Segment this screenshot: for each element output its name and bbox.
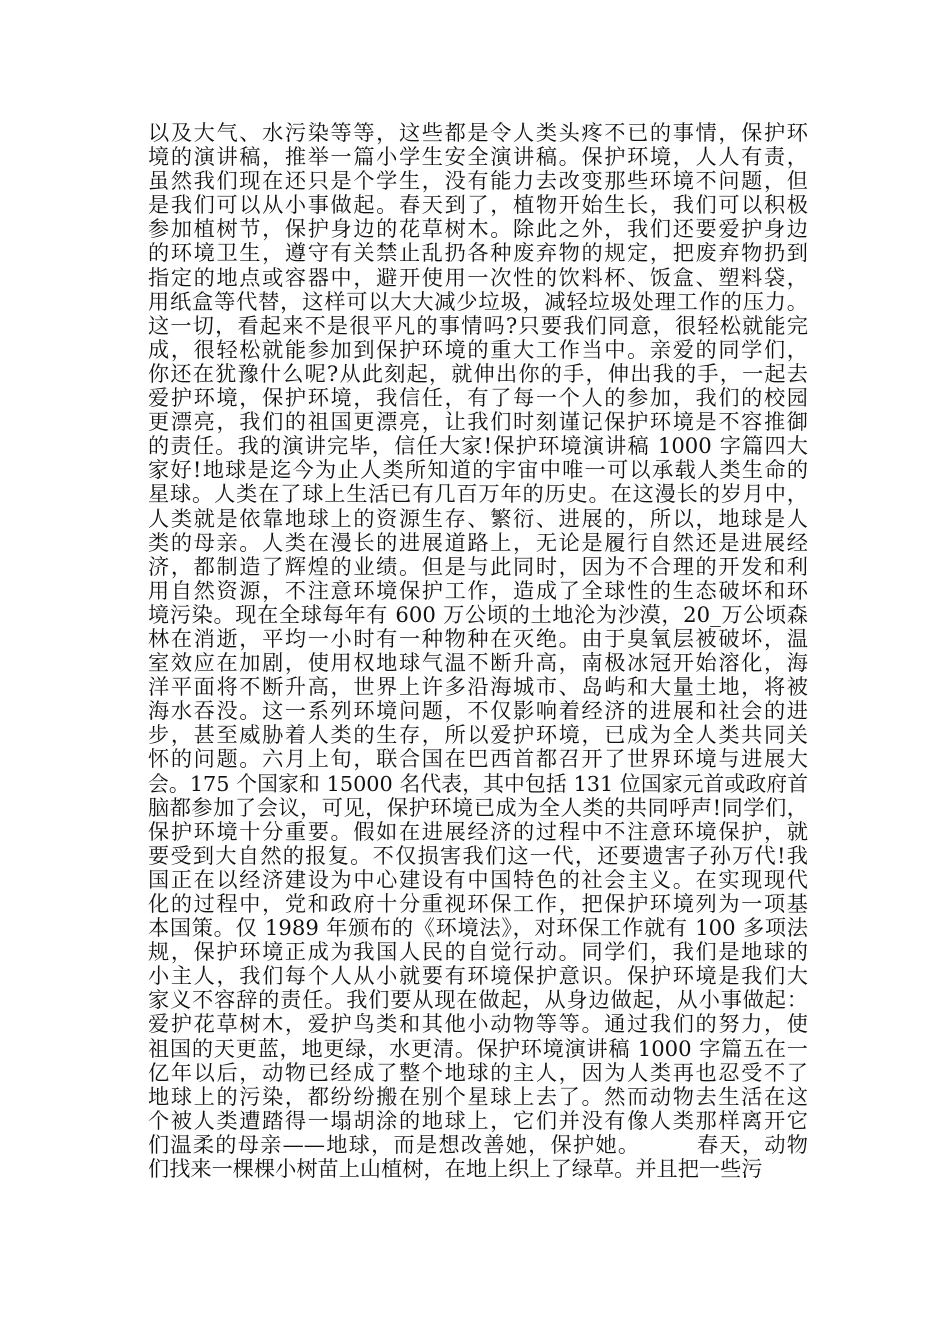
text-line: 室效应在加剧，使用权地球气温不断升高，南极冰冠开始溶化，海 <box>148 650 808 676</box>
text-line: 们找来一棵棵小树苗上山植树，在地上织上了绿草。并且把一些污 <box>148 1156 763 1182</box>
text-line: 家好!地球是迄今为止人类所知道的宇宙中唯一可以承载人类生命的 <box>148 457 808 483</box>
text-line: 境污染。现在全球每年有 600 万公顷的土地沦为沙漠，20_万公顷森 <box>148 601 808 627</box>
text-line: 虽然我们现在还只是个学生，没有能力去改变那些环境不问题，但 <box>148 168 808 194</box>
text-line: 人类就是依靠地球上的资源生存、繁衍、进展的，所以，地球是人 <box>148 505 808 531</box>
text-line: 洋平面将不断升高，世界上许多沿海城市、岛屿和大量土地，将被 <box>148 674 808 700</box>
text-line: 的环境卫生，遵守有关禁止乱扔各种废弃物的规定，把废弃物扔到 <box>148 240 808 266</box>
text-line: 的责任。我的演讲完毕，信任大家!保护环境演讲稿 1000 字篇四大 <box>148 433 808 459</box>
text-line: 要受到大自然的报复。不仅损害我们这一代，还要遗害子孙万代!我 <box>148 842 808 868</box>
text-line: 济，都制造了辉煌的业绩。但是与此同时，因为不合理的开发和利 <box>148 553 808 579</box>
text-line: 小主人，我们每个人从小就要有环境保护意识。保护环境是我们大 <box>148 963 808 989</box>
text-line: 国正在以经济建设为中心建设有中国特色的社会主义。在实现现代 <box>148 866 808 892</box>
text-line: 林在消逝，平均一小时有一种物种在灭绝。由于臭氧层被破坏，温 <box>148 625 808 651</box>
text-line: 规，保护环境正成为我国人民的自觉行动。同学们，我们是地球的 <box>148 939 808 965</box>
text-line: 家义不容辞的责任。我们要从现在做起，从身边做起，从小事做起： <box>148 987 808 1013</box>
text-line: 海水吞没。这一系列环境问题，不仅影响着经济的进展和社会的进 <box>148 698 808 724</box>
text-line: 本国策。仅 1989 年颁布的《环境法》，对环保工作就有 100 多项法 <box>148 915 808 941</box>
text-line: 用自然资源，不注意环境保护工作，造成了全球性的生态破坏和环 <box>148 577 808 603</box>
text-line: 个被人类遭踏得一塌胡涂的地球上，它们并没有像人类那样离开它 <box>148 1107 808 1133</box>
text-line: 地球上的污染，都纷纷搬在别个星球上去了。然而动物去生活在这 <box>148 1083 808 1109</box>
text-line: 会。175 个国家和 15000 名代表，其中包括 131 位国家元首或政府首 <box>148 771 808 796</box>
text-line: 以及大气、水污染等等，这些都是令人类头疼不已的事情，保护环 <box>148 120 808 145</box>
text-line: 祖国的天更蓝，地更绿，水更清。保护环境演讲稿 1000 字篇五在一 <box>148 1035 808 1061</box>
text-line: 这一切，看起来不是很平凡的事情吗?只要我们同意，很轻松就能完 <box>148 312 808 338</box>
text-line: 你还在犹豫什么呢?从此刻起，就伸出你的手，伸出我的手，一起去 <box>148 360 808 386</box>
text-line: 脑都参加了会议，可见，保护环境已成为全人类的共同呼声!同学们， <box>148 794 808 820</box>
text-line: 境的演讲稿，推举一篇小学生安全演讲稿。保护环境，人人有责， <box>148 144 808 170</box>
text-line: 用纸盒等代替，这样可以大大减少垃圾，减轻垃圾处理工作的压力。 <box>148 288 808 314</box>
text-line: 成，很轻松就能参加到保护环境的重大工作当中。亲爱的同学们， <box>148 336 808 362</box>
text-line: 参加植树节，保护身边的花草树木。除此之外，我们还要爱护身边 <box>148 216 808 242</box>
text-line: 类的母亲。人类在漫长的进展道路上，无论是履行自然还是进展经 <box>148 529 808 555</box>
text-line: 们温柔的母亲——地球，而是想改善她，保护她。 春天，动物 <box>148 1131 808 1157</box>
text-line: 亿年以后，动物已经成了整个地球的主人，因为人类再也忍受不了 <box>148 1059 808 1085</box>
text-line: 指定的地点或容器中，避开使用一次性的饮料杯、饭盒、塑料袋， <box>148 264 808 290</box>
text-line: 保护环境十分重要。假如在进展经济的过程中不注意环境保护，就 <box>148 818 808 844</box>
text-line: 爱护花草树木，爱护鸟类和其他小动物等等。通过我们的努力，使 <box>148 1011 808 1037</box>
body-text <box>148 121 808 1181</box>
text-line: 星球。人类在了球上生活已有几百万年的历史。在这漫长的岁月中， <box>148 481 808 507</box>
text-line: 是我们可以从小事做起。春天到了，植物开始生长，我们可以积极 <box>148 192 808 218</box>
text-line: 化的过程中，党和政府十分重视环保工作，把保护环境列为一项基 <box>148 891 808 916</box>
text-line: 爱护环境，保护环境，我信任，有了每一个人的参加，我们的校园 <box>148 385 808 411</box>
text-line: 更漂亮，我们的祖国更漂亮，让我们时刻谨记保护环境是不容推御 <box>148 409 808 435</box>
text-line: 怀的问题。六月上旬，联合国在巴西首都召开了世界环境与进展大 <box>148 746 808 772</box>
text-line: 步，甚至威胁着人类的生存，所以爱护环境，已成为全人类共同关 <box>148 722 808 748</box>
